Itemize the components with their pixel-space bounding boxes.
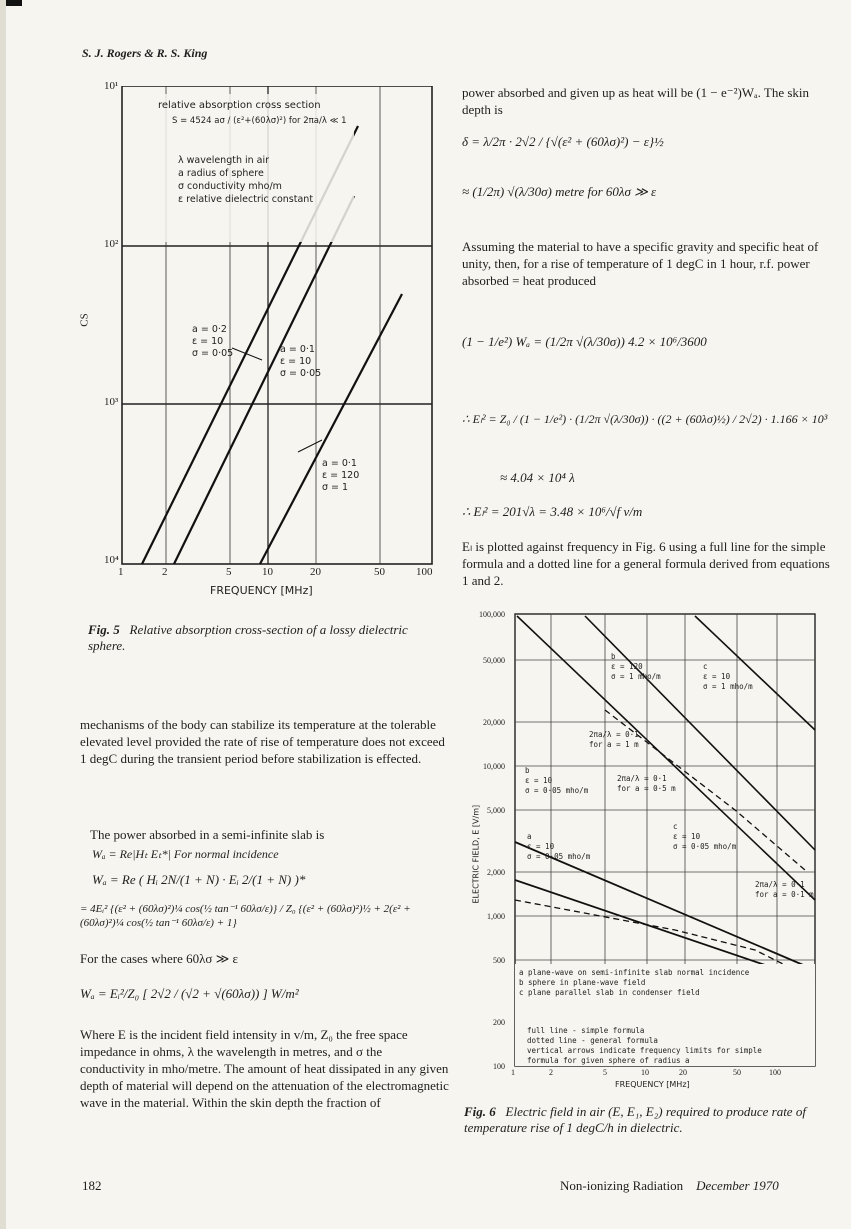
right-eq-e3: ∴ Eₗ² = 201√λ = 3.48 × 10⁶/√f v/m — [462, 504, 643, 519]
fig6-xtick: 50 — [733, 1068, 741, 1077]
fig6-ytick: 20,000 — [483, 718, 505, 727]
annotation-line: σ = 0·05 — [192, 348, 234, 359]
fig5-legend-title: relative absorption cross section — [158, 100, 321, 111]
right-eq-power: (1 − 1/e²) Wₐ = (1/2π √(λ/30σ)) 4.2 × 10⁶/3600 — [462, 334, 707, 349]
fig6-label-a — [527, 832, 590, 862]
annotation-line: a = 0·1 — [280, 344, 315, 355]
fig5-xtick: 2 — [162, 566, 168, 578]
figure-5 — [78, 80, 444, 621]
fig5-ytick: 10¹ — [104, 80, 119, 92]
fig6-caption — [464, 1104, 824, 1136]
fig5-legend-item: a radius of sphere — [178, 168, 264, 179]
annotation-line: σ = 0·05 — [280, 368, 322, 379]
left-eq-1: Wₐ = Re|Hₜ Eₜ*| For normal incidence — [92, 847, 279, 861]
fig5-legend-item: ε relative dielectric constant — [178, 194, 314, 205]
right-para-3: Eₗ is plotted against frequency in Fig. 6 using a full line for the simple formula and a dotted line for a general formula derived from equations 1 and 2. — [462, 539, 830, 588]
fig6-ytick: 10,000 — [483, 762, 505, 771]
fig5-formula: S = 4524 aσ / (ε²+(60λσ)²) for 2πa/λ ≪ 1 — [172, 116, 347, 126]
fig5-legend-item: σ conductivity mho/m — [178, 181, 282, 192]
fig6-ytick: 500 — [493, 956, 505, 965]
label-line: for a = 0·1 m — [755, 890, 814, 899]
left-para-2: The power absorbed in a semi-infinite slab is — [90, 827, 325, 842]
fig6-xlabel: FREQUENCY [MHz] — [615, 1080, 690, 1089]
journal-name: Non-ionizing Radiation — [560, 1178, 684, 1193]
fig6-ytick: 50,000 — [483, 656, 505, 665]
label-line: σ = 0·05 mho/m — [527, 852, 591, 861]
label-line: ε = 10 — [525, 776, 553, 785]
journal-footer — [560, 1178, 779, 1194]
label-line: b — [611, 652, 616, 661]
label-line: ε = 120 — [611, 662, 643, 671]
note-line: vertical arrows indicate frequency limits for simple — [527, 1046, 762, 1055]
fig5-legend-item: λ wavelength in air — [178, 155, 270, 166]
right-para-2: Assuming the material to have a specific gravity and specific heat of unity, then, for a rise of temperature of 1 degC in 1 hour, r.f. power absorbed = heat produced — [462, 239, 819, 288]
left-eq-3: = 4Eᵢ² {(ε² + (60λσ)²)¼ cos(½ tan⁻¹ 60λσ/ε)} / Z₀ {(ε² + (60λσ)²)½ + 2(ε² + (60λσ)²)¼ cos(½ tan⁻¹ 60λσ/ε) + 1} — [80, 903, 411, 929]
figure-6 — [455, 610, 835, 1100]
fig5-line-2 — [174, 196, 354, 564]
label-line: ε = 10 — [703, 672, 731, 681]
label-line: ε = 10 — [527, 842, 555, 851]
fig6-label-b2 — [525, 766, 588, 796]
label-line: c — [703, 662, 708, 671]
legend-line: b sphere in plane-wave field — [519, 978, 646, 987]
fig6-xtick: 2 — [549, 1068, 553, 1077]
fig6-ytick: 5,000 — [487, 806, 505, 815]
label-line: σ = 1 mho/m — [703, 682, 753, 691]
label-line: σ = 1 mho/m — [611, 672, 661, 681]
fig6-ytick: 100,000 — [479, 610, 505, 619]
scan-edge — [0, 0, 6, 1229]
left-eq-4: Wₐ = Eᵢ²/Z₀ [ 2√2 / (√2 + √(60λσ)) ] W/m² — [80, 986, 299, 1001]
fig5-ytick: 10³ — [104, 396, 119, 408]
fig5-annotation-3 — [322, 458, 359, 494]
fig6-xtick: 5 — [603, 1068, 607, 1077]
fig6-caption-text: Electric field in air (E, E₁, E₂) required to produce rate of temperature rise of 1 degC/h in dielectric. — [464, 1104, 806, 1135]
legend-line: c plane parallel slab in condenser field — [519, 988, 700, 997]
legend-line: a plane-wave on semi-infinite slab normal incidence — [519, 968, 750, 977]
fig5-caption-text: Relative absorption cross-section of a lossy dielectric sphere. — [88, 622, 408, 653]
fig6-xtick: 10 — [641, 1068, 649, 1077]
fig6-ytick: 2,000 — [487, 868, 505, 877]
fig5-legend-items — [178, 154, 348, 206]
left-para-1: mechanisms of the body can stabilize its temperature at the tolerable elevated level provided the rate of rise of temperature does not exceed 1 degC during the transient period before stabilization is effected. — [80, 717, 445, 766]
annotation-line: a = 0·2 — [192, 324, 227, 335]
fig6-xtick: 1 — [511, 1068, 515, 1077]
note-line: dotted line - general formula — [527, 1036, 658, 1045]
annotation-line: σ = 1 — [322, 482, 349, 493]
page-number: 182 — [82, 1178, 102, 1193]
label-line: σ = 0·05 mho/m — [673, 842, 737, 851]
label-line: for a = 1 m — [589, 740, 639, 749]
fig5-xtick: 10 — [262, 566, 273, 578]
left-para-4: Where E is the incident field intensity in v/m, Z₀ the free space impedance in ohms, λ the wavelength in metres, and σ the conductivity in mho/metre. The amount of heat dissipated in any given depth of material will depend on the attenuation of the electromagnetic wave in the material. Within the skin depth the fraction of — [80, 1027, 449, 1110]
fig5-ytick: 10² — [104, 238, 119, 250]
left-para-3: For the cases where 60λσ ≫ ε — [80, 951, 239, 966]
label-line: 2πa/λ = 0·1 — [755, 880, 805, 889]
fig6-ytick: 100 — [493, 1062, 505, 1071]
fig5-xtick: 20 — [310, 566, 321, 578]
fig6-label-b — [611, 652, 661, 682]
right-eq-e1: ∴ Eₗ² = Z₀ / (1 − 1/e²) · (1/2π √(λ/30σ)) · ((2 + (60λσ)½) / 2√2) · 1.166 × 10³ — [462, 412, 828, 426]
label-line: b — [525, 766, 530, 775]
fig5-ylabel: CS — [78, 313, 91, 327]
label-line: 2πa/λ = 0·1 — [617, 774, 667, 783]
fig6-label-m1 — [589, 730, 639, 750]
fig5-caption-prefix: Fig. 5 — [88, 622, 120, 637]
right-eq-approx: ≈ (1/2π) √(λ/30σ) metre for 60λσ ≫ ε — [462, 184, 657, 199]
fig6-ylabel: ELECTRIC FIELD, E [V/m] — [471, 804, 481, 904]
fig5-annotation-2 — [280, 344, 321, 380]
fig6-label-m2 — [617, 774, 676, 794]
fig6-ytick: 200 — [493, 1018, 505, 1027]
annotation-line: a = 0·1 — [322, 458, 357, 469]
fig5-line-3 — [260, 294, 402, 564]
fig6-label-c — [703, 662, 753, 692]
running-head: S. J. Rogers & R. S. King — [82, 46, 208, 60]
label-line: ε = 10 — [673, 832, 701, 841]
label-line: σ = 0·05 mho/m — [525, 786, 589, 795]
fig6-xtick: 20 — [679, 1068, 687, 1077]
label-line: 2πa/λ = 0·1 — [589, 730, 639, 739]
fig6-legend — [519, 968, 809, 998]
fig5-caption — [88, 622, 438, 654]
fig6-label-c2 — [673, 822, 736, 852]
fig6-caption-prefix: Fig. 6 — [464, 1104, 496, 1119]
right-eq-delta: δ = λ/2π · 2√2 / {√(ε² + (60λσ)²) − ε}½ — [462, 134, 664, 149]
right-para-1: power absorbed and given up as heat will be (1 − e⁻²)Wₐ. The skin depth is — [462, 85, 810, 117]
fig5-xtick: 5 — [226, 566, 232, 578]
fig5-ytick: 10⁴ — [104, 554, 119, 566]
label-line: c — [673, 822, 678, 831]
left-eq-2: Wₐ = Re ( Hᵢ 2N/(1 + N) · Eᵢ 2/(1 + N) )* — [92, 872, 306, 887]
fig6-xtick: 100 — [769, 1068, 781, 1077]
fig5-xlabel: FREQUENCY [MHz] — [210, 584, 313, 597]
label-line: for a = 0·5 m — [617, 784, 676, 793]
fig6-ytick: 1,000 — [487, 912, 505, 921]
note-line: formula for given sphere of radius a — [527, 1056, 690, 1065]
annotation-line: ε = 10 — [192, 336, 224, 347]
fig5-annotation-1 — [192, 324, 233, 360]
fig5-xtick: 100 — [416, 566, 433, 578]
fig6-label-m3 — [755, 880, 814, 900]
fig5-xtick: 50 — [374, 566, 385, 578]
fig6-notes — [527, 1026, 807, 1066]
fig5-xtick: 1 — [118, 566, 124, 578]
annotation-line: ε = 10 — [280, 356, 312, 367]
right-eq-e2: ≈ 4.04 × 10⁴ λ — [500, 470, 575, 485]
note-line: full line - simple formula — [527, 1026, 645, 1035]
annotation-line: ε = 120 — [322, 470, 360, 481]
issue-date: December 1970 — [696, 1178, 779, 1193]
label-line: a — [527, 832, 532, 841]
